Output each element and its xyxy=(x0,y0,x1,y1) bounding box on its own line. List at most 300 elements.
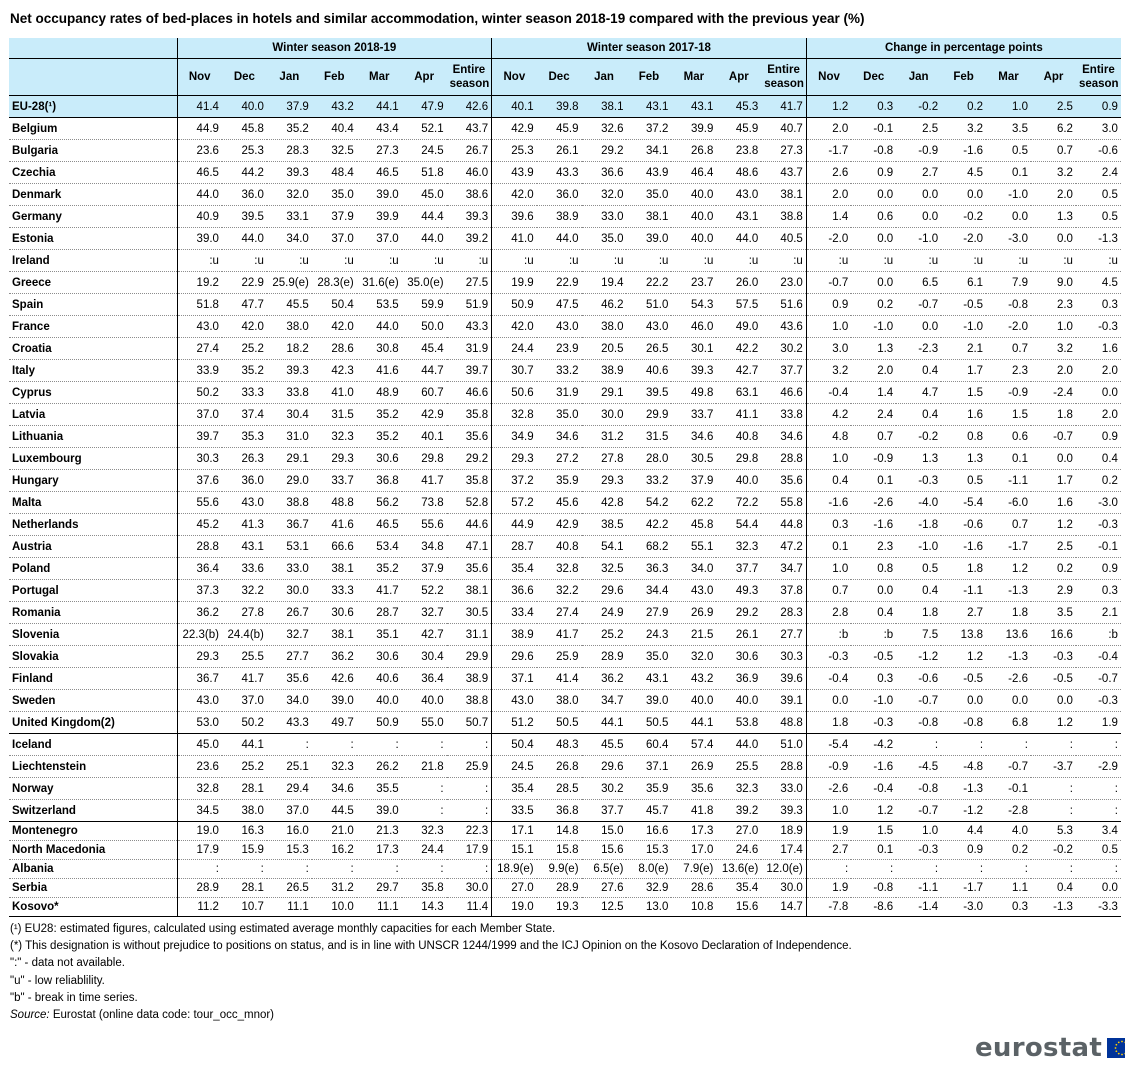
flag-star xyxy=(1115,1047,1117,1049)
table-cell: 0.5 xyxy=(1076,184,1121,206)
table-cell: 15.6 xyxy=(716,898,761,917)
table-cell: 45.9 xyxy=(537,118,582,140)
table-cell: -0.6 xyxy=(941,514,986,536)
table-cell: 33.0 xyxy=(267,558,312,580)
table-cell: 30.1 xyxy=(671,338,716,360)
table-cell: 46.0 xyxy=(447,162,492,184)
table-cell: 1.5 xyxy=(986,404,1031,426)
table-cell: -0.1 xyxy=(986,778,1031,800)
table-cell: 31.2 xyxy=(312,879,357,898)
table-cell: 12.5 xyxy=(582,898,627,917)
table-cell: 41.1 xyxy=(716,404,761,426)
table-cell: 42.0 xyxy=(492,316,537,338)
table-cell: -1.2 xyxy=(941,800,986,822)
table-cell: :u xyxy=(357,250,402,272)
table-cell: 20.5 xyxy=(582,338,627,360)
table-cell: :u xyxy=(537,250,582,272)
table-cell: 38.1 xyxy=(312,558,357,580)
table-cell: -1.6 xyxy=(941,140,986,162)
table-cell: 36.4 xyxy=(177,558,222,580)
table-cell: 40.1 xyxy=(402,426,447,448)
table-cell: 0.3 xyxy=(1076,294,1121,316)
table-cell: 0.4 xyxy=(896,360,941,382)
table-cell: -0.6 xyxy=(896,668,941,690)
table-cell: 0.0 xyxy=(851,580,896,602)
entire-label: Entire xyxy=(767,64,800,76)
table-cell: 46.2 xyxy=(582,294,627,316)
month-header: Apr xyxy=(716,59,761,96)
table-cell: 42.6 xyxy=(312,668,357,690)
table-cell: : xyxy=(447,734,492,756)
month-header: Nov xyxy=(806,59,851,96)
table-cell: 23.0 xyxy=(761,272,806,294)
table-cell: 25.9(e) xyxy=(267,272,312,294)
table-cell: 33.7 xyxy=(312,470,357,492)
table-cell: 43.0 xyxy=(537,316,582,338)
table-cell: 23.9 xyxy=(537,338,582,360)
table-cell: 0.4 xyxy=(806,470,851,492)
table-cell: 0.3 xyxy=(806,514,851,536)
table-cell: 30.4 xyxy=(402,646,447,668)
table-cell: 43.2 xyxy=(312,96,357,118)
table-cell: 11.4 xyxy=(447,898,492,917)
table-cell: : xyxy=(267,734,312,756)
table-cell: 30.6 xyxy=(716,646,761,668)
table-cell: : xyxy=(447,800,492,822)
table-cell: 40.4 xyxy=(312,118,357,140)
table-cell: 28.7 xyxy=(357,602,402,624)
table-cell: 2.5 xyxy=(1031,96,1076,118)
table-cell: 27.6 xyxy=(582,879,627,898)
table-cell: 27.7 xyxy=(267,646,312,668)
table-cell: -1.3 xyxy=(1076,228,1121,250)
table-cell: -0.6 xyxy=(1076,140,1121,162)
source-label: Source: xyxy=(10,1009,50,1022)
table-cell: 25.5 xyxy=(716,756,761,778)
table-cell: 46.4 xyxy=(671,162,716,184)
table-cell: 57.2 xyxy=(492,492,537,514)
table-cell: 11.1 xyxy=(267,898,312,917)
table-cell: 29.1 xyxy=(267,448,312,470)
table-cell: -0.3 xyxy=(896,470,941,492)
table-cell: -1.2 xyxy=(896,646,941,668)
table-row xyxy=(9,272,1121,294)
table-cell: -0.7 xyxy=(896,294,941,316)
row-label: Denmark xyxy=(9,184,177,206)
table-cell: 13.8 xyxy=(941,624,986,646)
table-cell: 44.0 xyxy=(402,228,447,250)
table-cell: 0.4 xyxy=(1031,879,1076,898)
table-cell: :b xyxy=(806,624,851,646)
table-cell: -0.7 xyxy=(896,690,941,712)
table-cell: 1.8 xyxy=(1031,404,1076,426)
table-cell: -0.8 xyxy=(986,294,1031,316)
table-cell: :u xyxy=(492,250,537,272)
table-cell: 46.0 xyxy=(671,316,716,338)
table-cell: -0.4 xyxy=(1076,646,1121,668)
table-cell: 68.2 xyxy=(626,536,671,558)
table-cell: 0.8 xyxy=(851,558,896,580)
table-cell: 1.2 xyxy=(806,96,851,118)
table-cell: 0.2 xyxy=(1031,558,1076,580)
table-cell: 16.0 xyxy=(267,822,312,841)
table-cell: 37.2 xyxy=(492,470,537,492)
table-cell: : xyxy=(1031,860,1076,879)
table-cell: 28.9 xyxy=(537,879,582,898)
table-cell: 33.2 xyxy=(626,470,671,492)
table-cell: 25.2 xyxy=(582,624,627,646)
table-cell: : xyxy=(222,860,267,879)
table-cell: 44.2 xyxy=(222,162,267,184)
table-cell: 34.9 xyxy=(492,426,537,448)
table-cell: 2.4 xyxy=(1076,162,1121,184)
table-cell: 17.0 xyxy=(671,841,716,860)
table-cell: 2.7 xyxy=(941,602,986,624)
table-cell: 36.0 xyxy=(222,470,267,492)
table-cell: 0.5 xyxy=(896,558,941,580)
table-cell: 7.5 xyxy=(896,624,941,646)
table-cell: 53.1 xyxy=(267,536,312,558)
table-cell: 40.9 xyxy=(177,206,222,228)
table-cell: 73.8 xyxy=(402,492,447,514)
table-cell: 29.2 xyxy=(716,602,761,624)
entire-season-header xyxy=(447,59,492,96)
table-title: Net occupancy rates of bed-places in hotels and similar accommodation, winter season 2018-19 compared with the previous year (%) xyxy=(10,11,865,26)
table-cell: 38.8 xyxy=(267,492,312,514)
table-cell: 9.0 xyxy=(1031,272,1076,294)
table-cell: 52.8 xyxy=(447,492,492,514)
table-cell: 29.9 xyxy=(447,646,492,668)
table-cell: 35.0 xyxy=(312,184,357,206)
table-cell: 0.2 xyxy=(1076,470,1121,492)
table-cell: -7.8 xyxy=(806,898,851,917)
table-cell: 1.4 xyxy=(851,382,896,404)
table-cell: 12.0(e) xyxy=(761,860,806,879)
table-cell: 30.5 xyxy=(447,602,492,624)
table-cell: 25.2 xyxy=(222,756,267,778)
table-cell: 42.0 xyxy=(222,316,267,338)
table-cell: -0.3 xyxy=(1076,690,1121,712)
table-cell: 37.9 xyxy=(671,470,716,492)
table-cell: 38.6 xyxy=(447,184,492,206)
table-cell: -0.4 xyxy=(851,778,896,800)
table-cell: 43.9 xyxy=(626,162,671,184)
table-cell: 57.4 xyxy=(671,734,716,756)
table-cell: 24.4(b) xyxy=(222,624,267,646)
table-cell: 0.0 xyxy=(1031,448,1076,470)
table-cell: :u xyxy=(896,250,941,272)
table-cell: 43.6 xyxy=(761,316,806,338)
table-cell: :u xyxy=(986,250,1031,272)
table-cell: 24.5 xyxy=(492,756,537,778)
table-cell: 17.1 xyxy=(492,822,537,841)
table-cell: 14.3 xyxy=(402,898,447,917)
table-cell: 32.3 xyxy=(402,822,447,841)
table-cell: -0.2 xyxy=(896,96,941,118)
table-cell: -3.0 xyxy=(941,898,986,917)
table-cell: 43.0 xyxy=(626,316,671,338)
table-cell: 30.8 xyxy=(357,338,402,360)
table-cell: 33.8 xyxy=(761,404,806,426)
row-label: Montenegro xyxy=(9,822,177,841)
table-cell: 2.5 xyxy=(896,118,941,140)
table-cell: 0.0 xyxy=(1076,879,1121,898)
table-cell: 35.2 xyxy=(357,558,402,580)
table-cell: 25.3 xyxy=(222,140,267,162)
table-cell: 54.3 xyxy=(671,294,716,316)
table-cell: 44.4 xyxy=(402,206,447,228)
row-label: Albania xyxy=(9,860,177,879)
table-cell: 38.0 xyxy=(582,316,627,338)
table-cell: 39.0 xyxy=(312,690,357,712)
table-cell: 37.9 xyxy=(267,96,312,118)
table-cell: -6.0 xyxy=(986,492,1031,514)
table-cell: 42.7 xyxy=(716,360,761,382)
table-cell: : xyxy=(941,860,986,879)
table-cell: 25.5 xyxy=(222,646,267,668)
table-cell: 14.8 xyxy=(537,822,582,841)
table-cell: 29.0 xyxy=(267,470,312,492)
table-cell: 29.3 xyxy=(582,470,627,492)
table-cell: 51.0 xyxy=(626,294,671,316)
table-row xyxy=(9,778,1121,800)
table-cell: 40.0 xyxy=(357,690,402,712)
table-cell: 33.5 xyxy=(492,800,537,822)
table-cell: : xyxy=(402,778,447,800)
table-cell: 29.8 xyxy=(402,448,447,470)
entire-label: Entire xyxy=(452,64,486,76)
row-label: Malta xyxy=(9,492,177,514)
table-cell: 2.0 xyxy=(851,360,896,382)
row-label: Bulgaria xyxy=(9,140,177,162)
table-cell: 29.2 xyxy=(582,140,627,162)
table-cell: 42.7 xyxy=(402,624,447,646)
entire-season-header xyxy=(1076,59,1121,96)
table-cell: 45.8 xyxy=(222,118,267,140)
table-cell: 21.5 xyxy=(671,624,716,646)
table-row xyxy=(9,316,1121,338)
table-cell: 3.0 xyxy=(1076,118,1121,140)
table-cell: 0.0 xyxy=(851,228,896,250)
table-cell: 28.6 xyxy=(671,879,716,898)
table-cell: 5.3 xyxy=(1031,822,1076,841)
table-cell: 41.7 xyxy=(222,668,267,690)
group-header-change: Change in percentage points xyxy=(806,38,1121,59)
table-cell: 29.1 xyxy=(582,382,627,404)
table-cell: 33.3 xyxy=(222,382,267,404)
table-cell: 2.7 xyxy=(896,162,941,184)
table-cell: 31.5 xyxy=(312,404,357,426)
table-cell: 25.3 xyxy=(492,140,537,162)
table-cell: 0.0 xyxy=(1031,690,1076,712)
table-cell: 24.4 xyxy=(402,841,447,860)
table-cell: -0.7 xyxy=(1076,668,1121,690)
table-cell: 35.1 xyxy=(357,624,402,646)
row-label: Portugal xyxy=(9,580,177,602)
table-cell: :u xyxy=(267,250,312,272)
source-line xyxy=(10,1007,852,1024)
row-label: Luxembourg xyxy=(9,448,177,470)
table-cell: 39.8 xyxy=(537,96,582,118)
table-cell: 19.0 xyxy=(177,822,222,841)
table-cell: 50.0 xyxy=(402,316,447,338)
table-cell: 40.8 xyxy=(716,426,761,448)
table-cell: 46.5 xyxy=(357,162,402,184)
table-cell: 10.7 xyxy=(222,898,267,917)
row-label: Croatia xyxy=(9,338,177,360)
table-cell: 39.2 xyxy=(447,228,492,250)
table-cell: 45.6 xyxy=(537,492,582,514)
table-cell: 26.1 xyxy=(537,140,582,162)
table-cell: 0.8 xyxy=(941,426,986,448)
table-cell: 40.0 xyxy=(671,184,716,206)
table-cell: 43.7 xyxy=(761,162,806,184)
table-cell: 57.5 xyxy=(716,294,761,316)
table-cell: 35.9 xyxy=(537,470,582,492)
table-cell: 2.0 xyxy=(1076,360,1121,382)
table-cell: 0.7 xyxy=(986,338,1031,360)
table-cell: 27.8 xyxy=(222,602,267,624)
table-cell: 36.6 xyxy=(492,580,537,602)
table-cell: -2.6 xyxy=(806,778,851,800)
occupancy-table xyxy=(9,38,1121,917)
table-cell: 39.1 xyxy=(761,690,806,712)
table-cell: 0.0 xyxy=(851,184,896,206)
table-cell: 36.2 xyxy=(177,602,222,624)
table-cell: 45.2 xyxy=(177,514,222,536)
table-cell: 17.3 xyxy=(357,841,402,860)
entire-season-header xyxy=(761,59,806,96)
table-body xyxy=(9,96,1121,917)
table-cell: 37.3 xyxy=(177,580,222,602)
table-cell: -1.0 xyxy=(851,690,896,712)
table-cell: -0.5 xyxy=(1031,668,1076,690)
table-row xyxy=(9,822,1121,841)
group-header-2017-18: Winter season 2017-18 xyxy=(492,38,807,59)
flag-star xyxy=(1118,1053,1120,1055)
table-cell: -1.6 xyxy=(851,514,896,536)
table-cell: -1.6 xyxy=(806,492,851,514)
table-cell: 48.3 xyxy=(537,734,582,756)
table-cell: 37.1 xyxy=(492,668,537,690)
table-cell: 39.0 xyxy=(357,800,402,822)
table-cell: 30.5 xyxy=(671,448,716,470)
table-row xyxy=(9,580,1121,602)
table-cell: 37.0 xyxy=(357,228,402,250)
table-cell: 49.3 xyxy=(716,580,761,602)
table-row xyxy=(9,338,1121,360)
table-cell: 35.6 xyxy=(267,668,312,690)
table-cell: 29.8 xyxy=(716,448,761,470)
table-row xyxy=(9,382,1121,404)
group-header-2018-19: Winter season 2018-19 xyxy=(177,38,492,59)
table-cell: 31.6(e) xyxy=(357,272,402,294)
table-cell: 4.7 xyxy=(896,382,941,404)
table-cell: 4.5 xyxy=(1076,272,1121,294)
row-label: Poland xyxy=(9,558,177,580)
table-cell: 27.9 xyxy=(626,602,671,624)
table-cell: 24.3 xyxy=(626,624,671,646)
table-cell: 0.2 xyxy=(851,294,896,316)
table-row xyxy=(9,294,1121,316)
table-cell: 41.0 xyxy=(492,228,537,250)
header-corner xyxy=(9,38,177,59)
table-cell: :u xyxy=(447,250,492,272)
table-cell: 26.7 xyxy=(447,140,492,162)
table-cell: 38.0 xyxy=(537,690,582,712)
table-cell: 3.5 xyxy=(1031,602,1076,624)
table-cell: -2.6 xyxy=(986,668,1031,690)
row-label: Austria xyxy=(9,536,177,558)
table-cell: 39.0 xyxy=(177,228,222,250)
table-cell: 30.2 xyxy=(761,338,806,360)
table-cell: 1.7 xyxy=(941,360,986,382)
table-cell: 1.0 xyxy=(806,800,851,822)
table-cell: 30.0 xyxy=(267,580,312,602)
table-cell: 36.6 xyxy=(582,162,627,184)
table-cell: : xyxy=(1031,734,1076,756)
table-cell: 1.0 xyxy=(896,822,941,841)
table-cell: 50.9 xyxy=(357,712,402,734)
table-cell: : xyxy=(896,860,941,879)
table-cell: :b xyxy=(1076,624,1121,646)
table-cell: 35.4 xyxy=(492,558,537,580)
table-cell: 19.9 xyxy=(492,272,537,294)
table-row xyxy=(9,404,1121,426)
table-cell: 55.6 xyxy=(177,492,222,514)
table-cell: 45.0 xyxy=(177,734,222,756)
flag-star xyxy=(1116,1050,1118,1052)
table-cell: 32.8 xyxy=(177,778,222,800)
table-cell: 35.0 xyxy=(626,646,671,668)
table-cell: 1.3 xyxy=(941,448,986,470)
table-cell: 28.6 xyxy=(312,338,357,360)
table-cell: 38.9 xyxy=(537,206,582,228)
table-cell: 31.9 xyxy=(537,382,582,404)
table-cell: 44.1 xyxy=(671,712,716,734)
table-cell: 50.6 xyxy=(492,382,537,404)
table-cell: 44.6 xyxy=(447,514,492,536)
table-cell: 32.3 xyxy=(716,778,761,800)
row-label: Kosovo* xyxy=(9,898,177,917)
month-header: Dec xyxy=(222,59,267,96)
table-cell: 39.6 xyxy=(492,206,537,228)
row-label: Czechia xyxy=(9,162,177,184)
table-cell: 35.4 xyxy=(716,879,761,898)
table-cell: 0.4 xyxy=(851,602,896,624)
table-row xyxy=(9,712,1121,734)
table-cell: 38.1 xyxy=(312,624,357,646)
table-cell: 43.0 xyxy=(716,184,761,206)
table-cell: 0.3 xyxy=(851,668,896,690)
table-cell: 30.3 xyxy=(177,448,222,470)
table-cell: -0.3 xyxy=(806,646,851,668)
table-cell: 36.0 xyxy=(537,184,582,206)
table-cell: 42.9 xyxy=(402,404,447,426)
table-cell: 51.8 xyxy=(402,162,447,184)
table-cell: -0.3 xyxy=(896,841,941,860)
row-label: France xyxy=(9,316,177,338)
table-cell: 33.8 xyxy=(267,382,312,404)
table-cell: 62.2 xyxy=(671,492,716,514)
table-cell: -1.7 xyxy=(941,879,986,898)
table-cell: 40.7 xyxy=(761,118,806,140)
table-cell: -0.5 xyxy=(851,646,896,668)
row-label: Estonia xyxy=(9,228,177,250)
table-cell: 40.0 xyxy=(716,690,761,712)
table-cell: 42.2 xyxy=(716,338,761,360)
table-cell: :u xyxy=(222,250,267,272)
